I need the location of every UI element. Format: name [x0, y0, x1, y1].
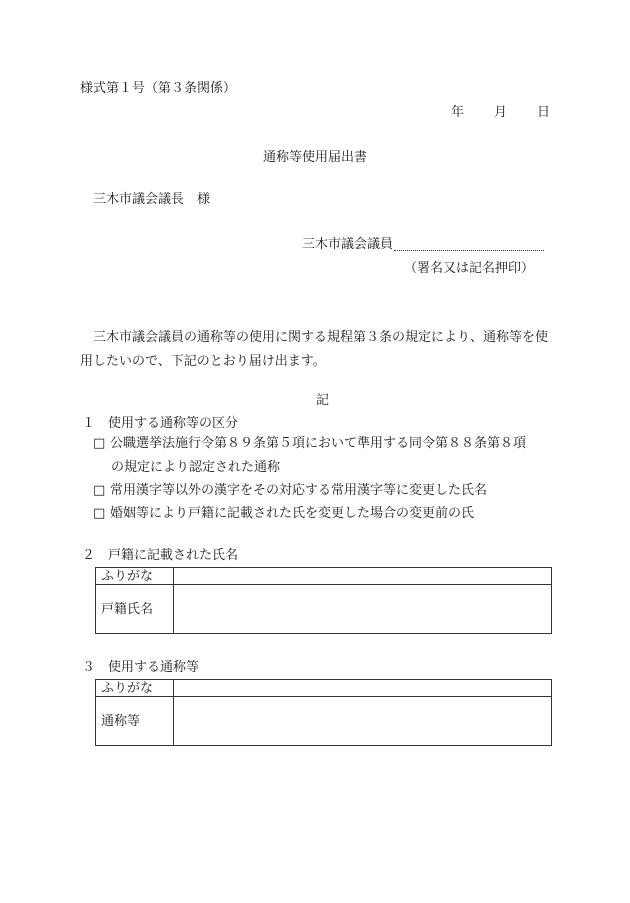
signature-note: （署名又は記名押印）: [404, 261, 535, 276]
option-1: [93, 437, 526, 450]
option-1-continued: の規定により認定された通称: [111, 460, 281, 475]
section2-title: 戸籍に記載された氏名: [108, 548, 239, 563]
koseki-furigana-field[interactable]: [174, 568, 552, 585]
alias-furigana-label: ふりがな: [96, 680, 174, 697]
date-year: 年: [450, 105, 464, 120]
date-day: 日: [536, 105, 550, 120]
alias-name-field[interactable]: [174, 697, 552, 746]
signature-field[interactable]: [394, 238, 544, 251]
document-title: 通称等使用届出書: [262, 150, 367, 165]
koseki-name-label: 戸籍氏名: [96, 585, 174, 634]
section3-number: ３: [82, 660, 96, 675]
submitter-label: 三木市議会議員: [302, 237, 394, 252]
checkbox-option-2[interactable]: □: [93, 483, 106, 498]
option-3: [93, 507, 474, 520]
submitter-line: [302, 238, 544, 251]
alias-name-label: 通称等: [96, 697, 174, 746]
koseki-furigana-label: ふりがな: [96, 568, 174, 585]
option-2-label: 常用漢字等以外の漢字をその対応する常用漢字等に変更した氏名: [110, 483, 488, 498]
date-line: [451, 106, 550, 119]
section1-title: 使用する通称等の区分: [108, 416, 239, 431]
alias-furigana-field[interactable]: [174, 680, 552, 697]
section3-heading: [82, 661, 199, 674]
section1-number: １: [82, 416, 96, 431]
form-number: 様式第１号（第３条関係）: [80, 81, 237, 96]
option-2: [93, 484, 487, 497]
date-month: 月: [493, 105, 507, 120]
section2-heading: [82, 549, 238, 562]
body-text: 三木市議会議員の通称等の使用に関する規程第３条の規定により、通称等を使用したいので、下記のとおり届け出ます。: [80, 330, 549, 369]
section2-number: ２: [82, 548, 96, 563]
option-1-label: 公職選挙法施行令第８９条第５項において準用する同令第８８条第８項: [110, 436, 527, 451]
option-3-label: 婚姻等により戸籍に記載された氏を変更した場合の変更前の氏: [110, 506, 475, 521]
section3-title: 使用する通称等: [108, 660, 200, 675]
checkbox-option-3[interactable]: □: [93, 506, 106, 521]
section1-heading: [82, 417, 238, 430]
ki-heading: 記: [315, 393, 329, 408]
koseki-name-field[interactable]: [174, 585, 552, 634]
koseki-name-table: [95, 567, 552, 634]
addressee: 三木市議会議長 様: [93, 192, 211, 207]
checkbox-option-1[interactable]: □: [93, 436, 106, 451]
alias-name-table: [95, 679, 552, 746]
